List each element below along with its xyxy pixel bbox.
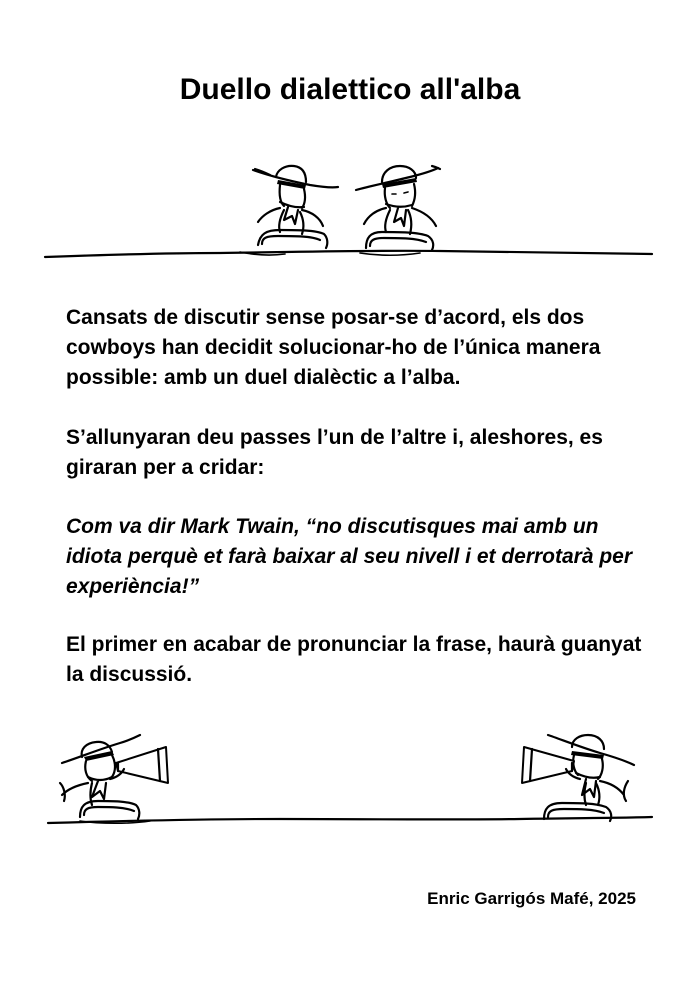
top-cowboys-illustration (40, 160, 660, 270)
bottom-cowboys-illustration (40, 725, 660, 840)
left-cowboy-megaphone-figure (60, 735, 168, 819)
plan-paragraph: S’allunyaran deu passes l’un de l’altre i, aleshores, es giraran per a cridar: (66, 426, 603, 479)
left-cowboy-figure (253, 166, 338, 248)
author-signature: Enric Garrigós Mafé, 2025 (427, 889, 636, 908)
closing-paragraph: El primer en acabar de pronunciar la frase, haurà guanyat la discussió. (66, 633, 642, 686)
intro-paragraph: Cansats de discutir sense posar-se d’acord, els dos cowboys han decidit solucionar-ho de l’única manera possible: amb un duel dialèctic a l’alba. (66, 306, 601, 389)
page-title: Duello dialettico all'alba (179, 73, 521, 107)
mark-twain-quote: Com va dir Mark Twain, “no discutisques mai amb un idiota perquè et farà baixar al seu nivell i et derrotarà per experiència!” (66, 515, 633, 598)
right-cowboy-figure (356, 166, 440, 250)
ground-line (45, 251, 652, 257)
right-cowboy-megaphone-figure (522, 735, 634, 821)
